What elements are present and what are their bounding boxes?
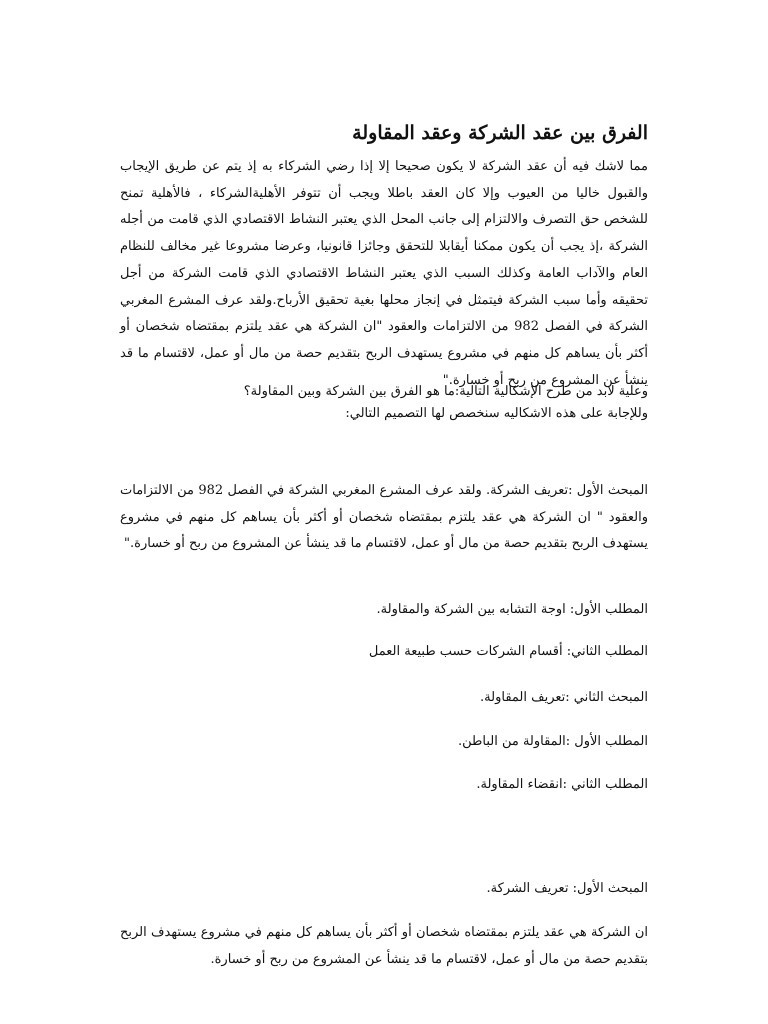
section1-body: ان الشركة هي عقد يلتزم بمقتضاه شخصان أو أكثر بأن يساهم كل منهم في مشروع يستهدف الربح بتقديم حصة من مال أو عمل، لاقتسام ما قد ينشأ عن المشروع من ربح أو خسارة. xyxy=(120,925,648,967)
outline-item: المطلب الثاني :انقضاء المقاولة. xyxy=(476,777,648,792)
outline-item: المبحث الثاني :تعريف المقاولة. xyxy=(480,690,648,705)
outline-item: المطلب الأول :المقاولة من الباطن. xyxy=(457,734,648,749)
document-title: الفرق بين عقد الشركة وعقد المقاولة xyxy=(352,122,648,144)
section1-heading: المبحث الأول: تعريف الشركة. xyxy=(486,881,648,896)
section1-intro-paragraph: المبحث الأول :تعريف الشركة. ولقد عرف المشرع المغربي الشركة في الفصل 982 من الالتزامات والعقود " ان الشركة هي عقد يلتزم بمقتضاه شخصان أو أكثر بأن يساهم كل منهم في مشروع يستهدف الربح بتقديم حصة من مال أو عمل، لاقتسام ما قد ينشأ عن المشروع من ربح أو خسارة." xyxy=(120,483,648,552)
problem-statement: وعلية لابد من طرح الإشكالية التالية:ما هو الفرق بين الشركة وبين المقاولة؟ xyxy=(243,384,648,399)
outline-item: المطلب الثاني: أقسام الشركات حسب طبيعة العمل xyxy=(368,644,648,659)
outline-item: المطلب الأول: اوجة التشابه بين الشركة والمقاولة. xyxy=(376,602,648,617)
intro-paragraph: مما لاشك فيه أن عقد الشركة لا يكون صحيحا إلا إذا رضي الشركاء به إذ يتم عن طريق الإيجاب والقبول خاليا من العيوب وإلا كان العقد باطلا ويجب أن تتوفر الأهليةالشركاء ، فالأهلية تمنح للشخص حق التصرف والالتزام إلى جانب المحل الذي يعتبر النشاط الاقتصادي الذي قامت من أجله الشركة ،إذ يجب أن يكون ممكنا أيقابلا للتحقق وجائزا قانونيا، وعرضا مشروعا غير مخالف للنظام العام والآداب العامة وكذلك السبب الذي يعتبر النشاط الاقتصادي الذي قامت الشركة من أجل تحقيقه وأما سبب الشركة فيتمثل في إنجاز محلها بغية تحقيق الأرباح.ولقد عرف المشرع المغربي الشركة في الفصل 982 من الالتزامات والعقود "ان الشركة هي عقد يلتزم بمقتضاه شخصان أو أكثر بأن يساهم كل منهم في مشروع يستهدف الربح بتقديم حصة من مال أو عمل، لاقتسام ما قد ينشأ عن المشروع من ربح أو خسارة." xyxy=(120,159,648,388)
answer-intro: وللإجابة على هذه الاشكاليه سنخصص لها التصميم التالي: xyxy=(345,406,648,421)
